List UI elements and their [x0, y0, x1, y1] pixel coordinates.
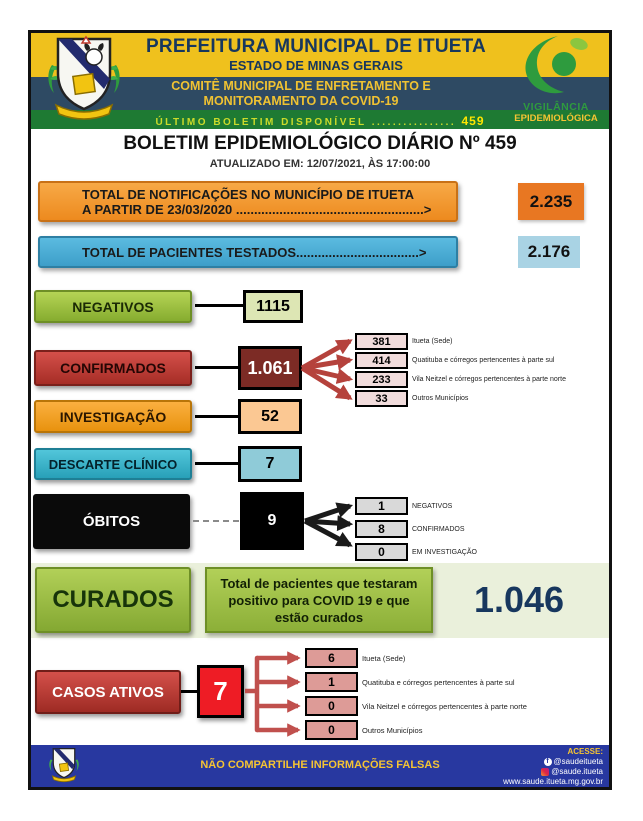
casos-ativos-breakdown-label: Itueta (Sede): [362, 654, 406, 663]
footer-instagram-link[interactable]: [503, 767, 603, 777]
facebook-icon: f: [544, 758, 552, 766]
instagram-handle: @saude.itueta: [551, 767, 603, 776]
confirmados-breakdown-label: Vila Neitzel e córregos pertencentes à parte norte: [412, 376, 566, 383]
obitos-breakdown-value: 1: [355, 497, 408, 515]
bulletin-updated-at: ATUALIZADO EM: 12/07/2021, ÀS 17:00:00: [209, 158, 431, 170]
casos-ativos-value: 7: [197, 665, 244, 718]
casos-ativos-breakdown-value: 0: [305, 696, 358, 716]
footer-bar: [31, 745, 609, 787]
header-title: PREFEITURA MUNICIPAL DE ITUETA: [146, 36, 486, 57]
total-notifications-bar: [38, 181, 458, 222]
vigilancia-text: VIGILÂNCIA: [523, 101, 589, 113]
last-bulletin-number: 459: [461, 114, 485, 128]
obitos-breakdown-label: NEGATIVOS: [412, 503, 453, 510]
facebook-handle: @saudeitueta: [553, 757, 603, 766]
casos-ativos-arrows: [243, 645, 307, 745]
total-notifications-line2: A PARTIR DE 23/03/2020 ....................................................>: [82, 201, 432, 217]
committee-line1: COMITÊ MUNICIPAL DE ENFRETAMENTO E: [171, 79, 431, 93]
last-bulletin-label: ÚLTIMO BOLETIM DISPONÍVEL ................: [155, 117, 457, 128]
casos-ativos-connector: [181, 690, 197, 693]
footer-message: NÃO COMPARTILHE INFORMAÇÕES FALSAS: [200, 759, 440, 771]
confirmados-breakdown-value: 233: [355, 371, 408, 388]
obitos-connector: [193, 520, 239, 522]
obitos-value: 9: [240, 492, 304, 550]
coat-of-arms-logo: [46, 35, 122, 127]
committee-line2: MONITORAMENTO DA COVID-19: [203, 94, 399, 108]
confirmados-breakdown-label: Quatituba e córregos pertencentes à parte sul: [412, 357, 555, 364]
total-notifications-line1: TOTAL DE NOTIFICAÇÕES NO MUNICÍPIO DE ITUETA: [82, 186, 414, 202]
obitos-breakdown-value: 8: [355, 520, 408, 538]
confirmados-label: CONFIRMADOS: [34, 350, 192, 386]
confirmados-arrows: [300, 331, 357, 411]
total-tested-label: TOTAL DE PACIENTES TESTADOS..................................>: [82, 244, 427, 260]
obitos-arrows: [303, 490, 357, 554]
bulletin-frame: [28, 30, 612, 790]
investigacao-label: INVESTIGAÇÃO: [34, 400, 192, 433]
confirmados-breakdown-value: 381: [355, 333, 408, 350]
casos-ativos-breakdown-label: Vila Neitzel e córregos pertencentes à parte norte: [362, 702, 527, 711]
vigilancia-epidemiologica-logo: [505, 34, 607, 128]
confirmados-breakdown-value: 33: [355, 390, 408, 407]
footer-website-link[interactable]: www.saude.itueta.mg.gov.br: [503, 777, 603, 786]
footer-links: [503, 747, 603, 787]
total-tested-bar: [38, 236, 458, 268]
confirmados-breakdown-label: Outros Municípios: [412, 395, 469, 402]
curados-description: Total de pacientes que testaram positivo para COVID 19 e que estão curados: [205, 567, 433, 633]
obitos-breakdown-value: 0: [355, 543, 408, 561]
curados-label: CURADOS: [35, 567, 191, 633]
obitos-breakdown-label: CONFIRMADOS: [412, 526, 465, 533]
header-subtitle: ESTADO DE MINAS GERAIS: [229, 58, 403, 73]
confirmados-breakdown-value: 414: [355, 352, 408, 369]
obitos-breakdown-label: EM INVESTIGAÇÃO: [412, 549, 477, 556]
negativos-connector: [195, 304, 243, 307]
negativos-label: NEGATIVOS: [34, 290, 192, 323]
total-tested-value: 2.176: [518, 236, 580, 268]
epidemiologica-text: EPIDEMIOLÓGICA: [514, 113, 598, 124]
curados-value: 1.046: [473, 579, 565, 620]
casos-ativos-label: CASOS ATIVOS: [35, 670, 181, 714]
bulletin-title: BOLETIM EPIDEMIOLÓGICO DIÁRIO Nº 459: [123, 133, 517, 154]
total-notifications-value: 2.235: [518, 183, 584, 220]
investigacao-value: 52: [238, 399, 302, 434]
descarte-clinico-label: DESCARTE CLÍNICO: [34, 448, 192, 480]
casos-ativos-breakdown-value: 6: [305, 648, 358, 668]
confirmados-connector: [195, 366, 238, 369]
vigilancia-swoosh-icon: [510, 34, 602, 96]
investigacao-connector: [195, 415, 238, 418]
footer-facebook-link[interactable]: [503, 757, 603, 767]
casos-ativos-breakdown-label: Quatituba e córregos pertencentes à parte sul: [362, 678, 515, 687]
descarte-clinico-connector: [195, 462, 238, 465]
footer-access-label: ACESSE:: [567, 747, 603, 756]
casos-ativos-breakdown-value: 1: [305, 672, 358, 692]
instagram-icon: [541, 768, 549, 776]
obitos-label: ÓBITOS: [33, 494, 190, 549]
confirmados-value: 1.061: [238, 346, 302, 390]
casos-ativos-breakdown-label: Outros Municípios: [362, 726, 423, 735]
negativos-value: 1115: [243, 290, 303, 323]
confirmados-breakdown-label: Itueta (Sede): [412, 338, 453, 345]
committee-lines: [91, 79, 511, 109]
descarte-clinico-value: 7: [238, 446, 302, 482]
casos-ativos-breakdown-value: 0: [305, 720, 358, 740]
